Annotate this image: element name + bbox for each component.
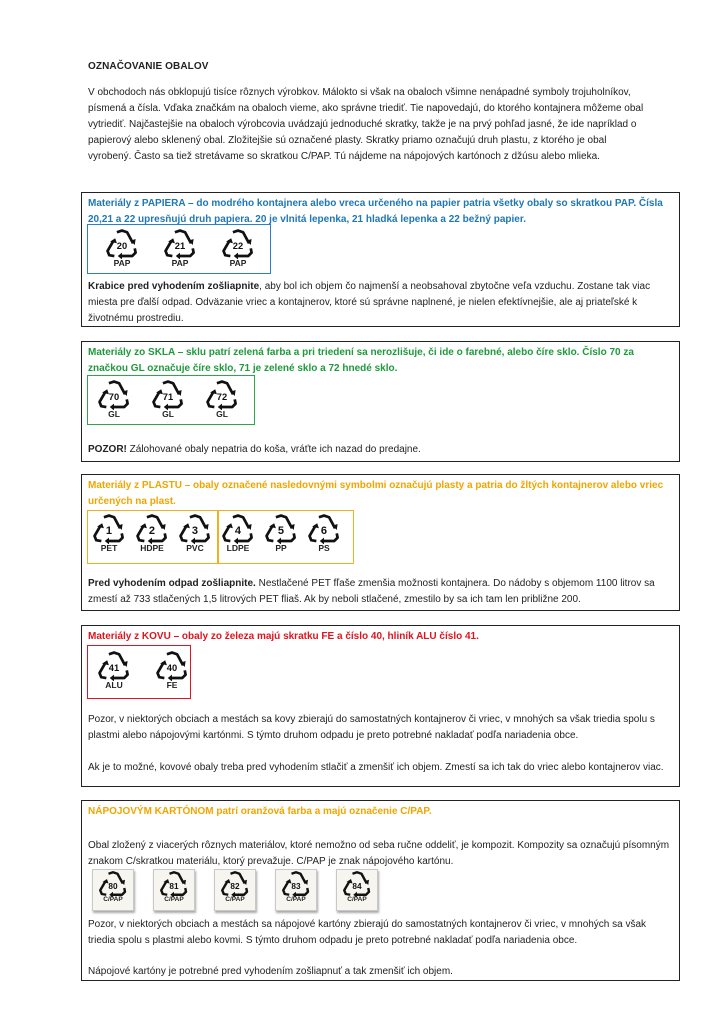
paper-symbols bbox=[104, 228, 256, 274]
plastic-text bbox=[88, 576, 674, 608]
carton-text-1: Pozor, v niektorých obciach a mestách sa nápojové kartóny zbierajú do samostatných kontajnerov či vriec, v mnohých sa však triedia spolu s plastmi alebo kovmi. S týmto druhom odpadu je preto potrebné nakladať podľa nariadenia obce. bbox=[88, 919, 647, 946]
recycle-triangle-icon bbox=[221, 228, 255, 259]
plastic-heading: Materiály z PLASTU – obaly označené nasledovnými symbolmi označujú plasty a patria do žltých kontajnerov alebo vriec určených na plast. bbox=[88, 480, 664, 507]
metal-symbol-label: ALU bbox=[105, 679, 123, 690]
symbol-number: 83 bbox=[291, 881, 301, 891]
symbol-number: 41 bbox=[108, 663, 120, 674]
glass-heading: Materiály zo SKLA – sklu patrí zelená farba a pri triedení sa nerozlišuje, či ide o farebné, alebo číre sklo. Číslo 70 za značkou GL označuje číre sklo, 71 je zelené sklo a 72 hnedé sklo. bbox=[88, 347, 634, 374]
carton-symbol bbox=[275, 869, 317, 911]
plastic-symbol bbox=[134, 513, 170, 559]
plastic-symbol-label: PET bbox=[100, 542, 118, 553]
paper-text bbox=[88, 279, 674, 327]
recycle-triangle-icon bbox=[105, 228, 139, 259]
paper-symbol-label: PAP bbox=[113, 257, 131, 268]
paper-section bbox=[81, 192, 680, 327]
metal-text-2: Ak je to možné, kovové obaly treba pred vyhodením stlačiť a zmenšiť ich objem. Zmestí sa ich tak do vriec alebo kontajnerov viac. bbox=[88, 762, 664, 773]
plastic-symbol bbox=[306, 513, 342, 559]
metal-symbols bbox=[96, 650, 190, 696]
glass-symbols bbox=[96, 379, 240, 425]
plastic-symbol bbox=[263, 513, 299, 559]
symbol-number: 80 bbox=[108, 881, 118, 891]
glass-symbol bbox=[204, 379, 240, 425]
carton-symbol-label: C/PAP bbox=[286, 896, 306, 903]
glass-symbol-label: GL bbox=[108, 408, 120, 419]
paper-text-body: , aby bol ich objem čo najmenší a neobsahoval zbytočne veľa vzduchu. Zostane tak viac miesta pre ďalší odpad. Odväzanie vriec a kontajnerov, ktoré sú správne naplnené, je nielen efektívnejšie, ale aj priateľské k životnému prostrediu. bbox=[88, 281, 651, 324]
recycle-triangle-icon bbox=[98, 870, 128, 897]
recycle-triangle-icon bbox=[151, 379, 185, 410]
carton-symbol-label: C/PAP bbox=[103, 896, 123, 903]
page-title: OZNAČOVANIE OBALOV bbox=[88, 61, 209, 72]
recycle-triangle-icon bbox=[155, 650, 189, 681]
recycle-triangle-icon bbox=[178, 513, 212, 544]
glass-symbol-label: GL bbox=[162, 408, 174, 419]
metal-text-1: Pozor, v niektorých obciach a mestách sa kovy zbierajú do samostatných kontajnerov či vriec, v mnohých sa však triedia spolu s plastmi alebo nápojovými kartónmi. S týmto druhom odpadu je preto potrebné nakladať podľa nariadenia obce. bbox=[88, 714, 655, 741]
metal-heading: Materiály z KOVU – obaly zo železa majú skratku FE a číslo 40, hliník ALU číslo 41. bbox=[88, 631, 479, 642]
symbol-number: 22 bbox=[232, 241, 244, 252]
intro-paragraph: V obchodoch nás obklopujú tisíce rôznych výrobkov. Málokto si však na obaloch všimne nenápadné symboly trojuholníkov, písmená a čísla. Vďaka značkám na obaloch vieme, ako správne triediť. Tie napovedajú, do ktorého kontajnera môžeme obal vytriediť. Najčastejšie na obaloch výrobcovia uvádzajú jednoduché skratky, takže je na prvý pohľad jasné, že ide napríklad o papierový alebo sklenený obal. Zložitejšie sú označené plasty. Skratky priamo označujú druh plastu, z ktorého je obal vyrobený. Často sa tiež stretávame so skratkou C/PAP. Tú nájdeme na nápojových kartónoch z džúsu alebo mlieka. bbox=[88, 87, 644, 162]
metal-symbol-label: FE bbox=[166, 679, 178, 690]
carton-symbol bbox=[92, 869, 134, 911]
glass-text-body: Zálohované obaly nepatria do koša, vráťte ich nazad do predajne. bbox=[126, 444, 421, 455]
glass-text-bold: POZOR! bbox=[88, 444, 127, 455]
symbol-number: 81 bbox=[169, 881, 179, 891]
metal-section bbox=[81, 625, 680, 787]
recycle-triangle-icon bbox=[92, 513, 126, 544]
recycle-triangle-icon bbox=[264, 513, 298, 544]
paper-text-bold: Krabice pred vyhodením zošliapnite bbox=[88, 281, 260, 292]
paper-symbol-label: PAP bbox=[171, 257, 189, 268]
symbol-number: 6 bbox=[320, 525, 328, 538]
glass-symbol bbox=[96, 379, 132, 425]
symbol-number: 5 bbox=[277, 525, 285, 538]
plastic-text-bold: Pred vyhodením odpad zošliapnite. bbox=[88, 578, 256, 589]
recycle-triangle-icon bbox=[205, 379, 239, 410]
symbol-number: 1 bbox=[105, 525, 113, 538]
carton-symbol-label: C/PAP bbox=[164, 896, 184, 903]
plastic-symbol bbox=[177, 513, 213, 559]
carton-symbol-label: C/PAP bbox=[347, 896, 367, 903]
carton-section bbox=[81, 800, 680, 981]
recycle-triangle-icon bbox=[135, 513, 169, 544]
carton-text-2: Nápojové kartóny je potrebné pred vyhodením zošliapnuť a tak zmenšiť ich objem. bbox=[88, 966, 453, 977]
symbol-number: 82 bbox=[230, 881, 240, 891]
glass-symbol-label: GL bbox=[216, 408, 228, 419]
symbol-number: 84 bbox=[352, 881, 362, 891]
paper-symbol-label: PAP bbox=[229, 257, 247, 268]
recycle-triangle-icon bbox=[163, 228, 197, 259]
symbol-number: 3 bbox=[191, 525, 199, 538]
metal-symbol bbox=[96, 650, 132, 696]
plastic-symbol-label: HDPE bbox=[140, 542, 164, 553]
recycle-triangle-icon bbox=[342, 870, 372, 897]
carton-symbol-label: C/PAP bbox=[225, 896, 245, 903]
recycle-triangle-icon bbox=[159, 870, 189, 897]
recycle-triangle-icon bbox=[281, 870, 311, 897]
symbol-number: 4 bbox=[234, 525, 242, 538]
plastic-section bbox=[81, 474, 680, 611]
plastic-symbol-label: PS bbox=[318, 542, 330, 553]
recycle-triangle-icon bbox=[97, 379, 131, 410]
recycle-triangle-icon bbox=[220, 870, 250, 897]
paper-symbol bbox=[162, 228, 198, 274]
glass-text bbox=[88, 442, 674, 458]
recycle-triangle-icon bbox=[97, 650, 131, 681]
plastic-symbol-label: LDPE bbox=[226, 542, 250, 553]
symbol-number: 2 bbox=[148, 525, 156, 538]
paper-symbol bbox=[104, 228, 140, 274]
symbol-number: 72 bbox=[216, 392, 228, 403]
carton-heading: NÁPOJOVÝM KARTÓNOM patrí oranžová farba a majú označenie C/PAP. bbox=[88, 806, 432, 817]
plastic-symbol-label: PP bbox=[275, 542, 287, 553]
symbol-number: 71 bbox=[162, 392, 174, 403]
paper-heading: Materiály z PAPIERA – do modrého kontajnera alebo vreca určeného na papier patria všetky obaly so skratkou PAP. Čísla 20,21 a 22 upresňujú druh papiera. 20 je vlnitá lepenka, 21 hladká lepenka a 22 bežný papier. bbox=[88, 198, 663, 225]
symbol-number: 20 bbox=[116, 241, 128, 252]
plastic-symbol bbox=[91, 513, 127, 559]
glass-symbol bbox=[150, 379, 186, 425]
plastic-symbols bbox=[91, 513, 342, 559]
plastic-symbol-label: PVC bbox=[186, 542, 204, 553]
plastic-symbol bbox=[220, 513, 256, 559]
metal-symbol bbox=[154, 650, 190, 696]
symbol-number: 70 bbox=[108, 392, 120, 403]
recycle-triangle-icon bbox=[221, 513, 255, 544]
symbol-number: 40 bbox=[166, 663, 178, 674]
symbol-number: 21 bbox=[174, 241, 186, 252]
carton-intro: Obal zložený z viacerých rôznych materiálov, ktoré nemožno od seba ručne oddeliť, je kompozit. Kompozity sa označujú písomným znakom C/skratkou materiálu, ktorý prevažuje. C/PAP je znak nápojového kartónu. bbox=[88, 840, 670, 867]
carton-symbol bbox=[214, 869, 256, 911]
paper-symbol bbox=[220, 228, 256, 274]
carton-symbol bbox=[153, 869, 195, 911]
recycle-triangle-icon bbox=[307, 513, 341, 544]
glass-section bbox=[81, 341, 680, 462]
carton-symbols bbox=[92, 869, 397, 911]
carton-symbol bbox=[336, 869, 378, 911]
plastic-text-body: Nestlačené PET fľaše zmenšia možnosti kontajnera. Do nádoby s objemom 1100 litrov sa zmestí až 733 stlačených 1,5 litrových PET fliaš. Ak by neboli stlačené, zmestilo by sa ich tam len približne 200. bbox=[88, 578, 655, 605]
